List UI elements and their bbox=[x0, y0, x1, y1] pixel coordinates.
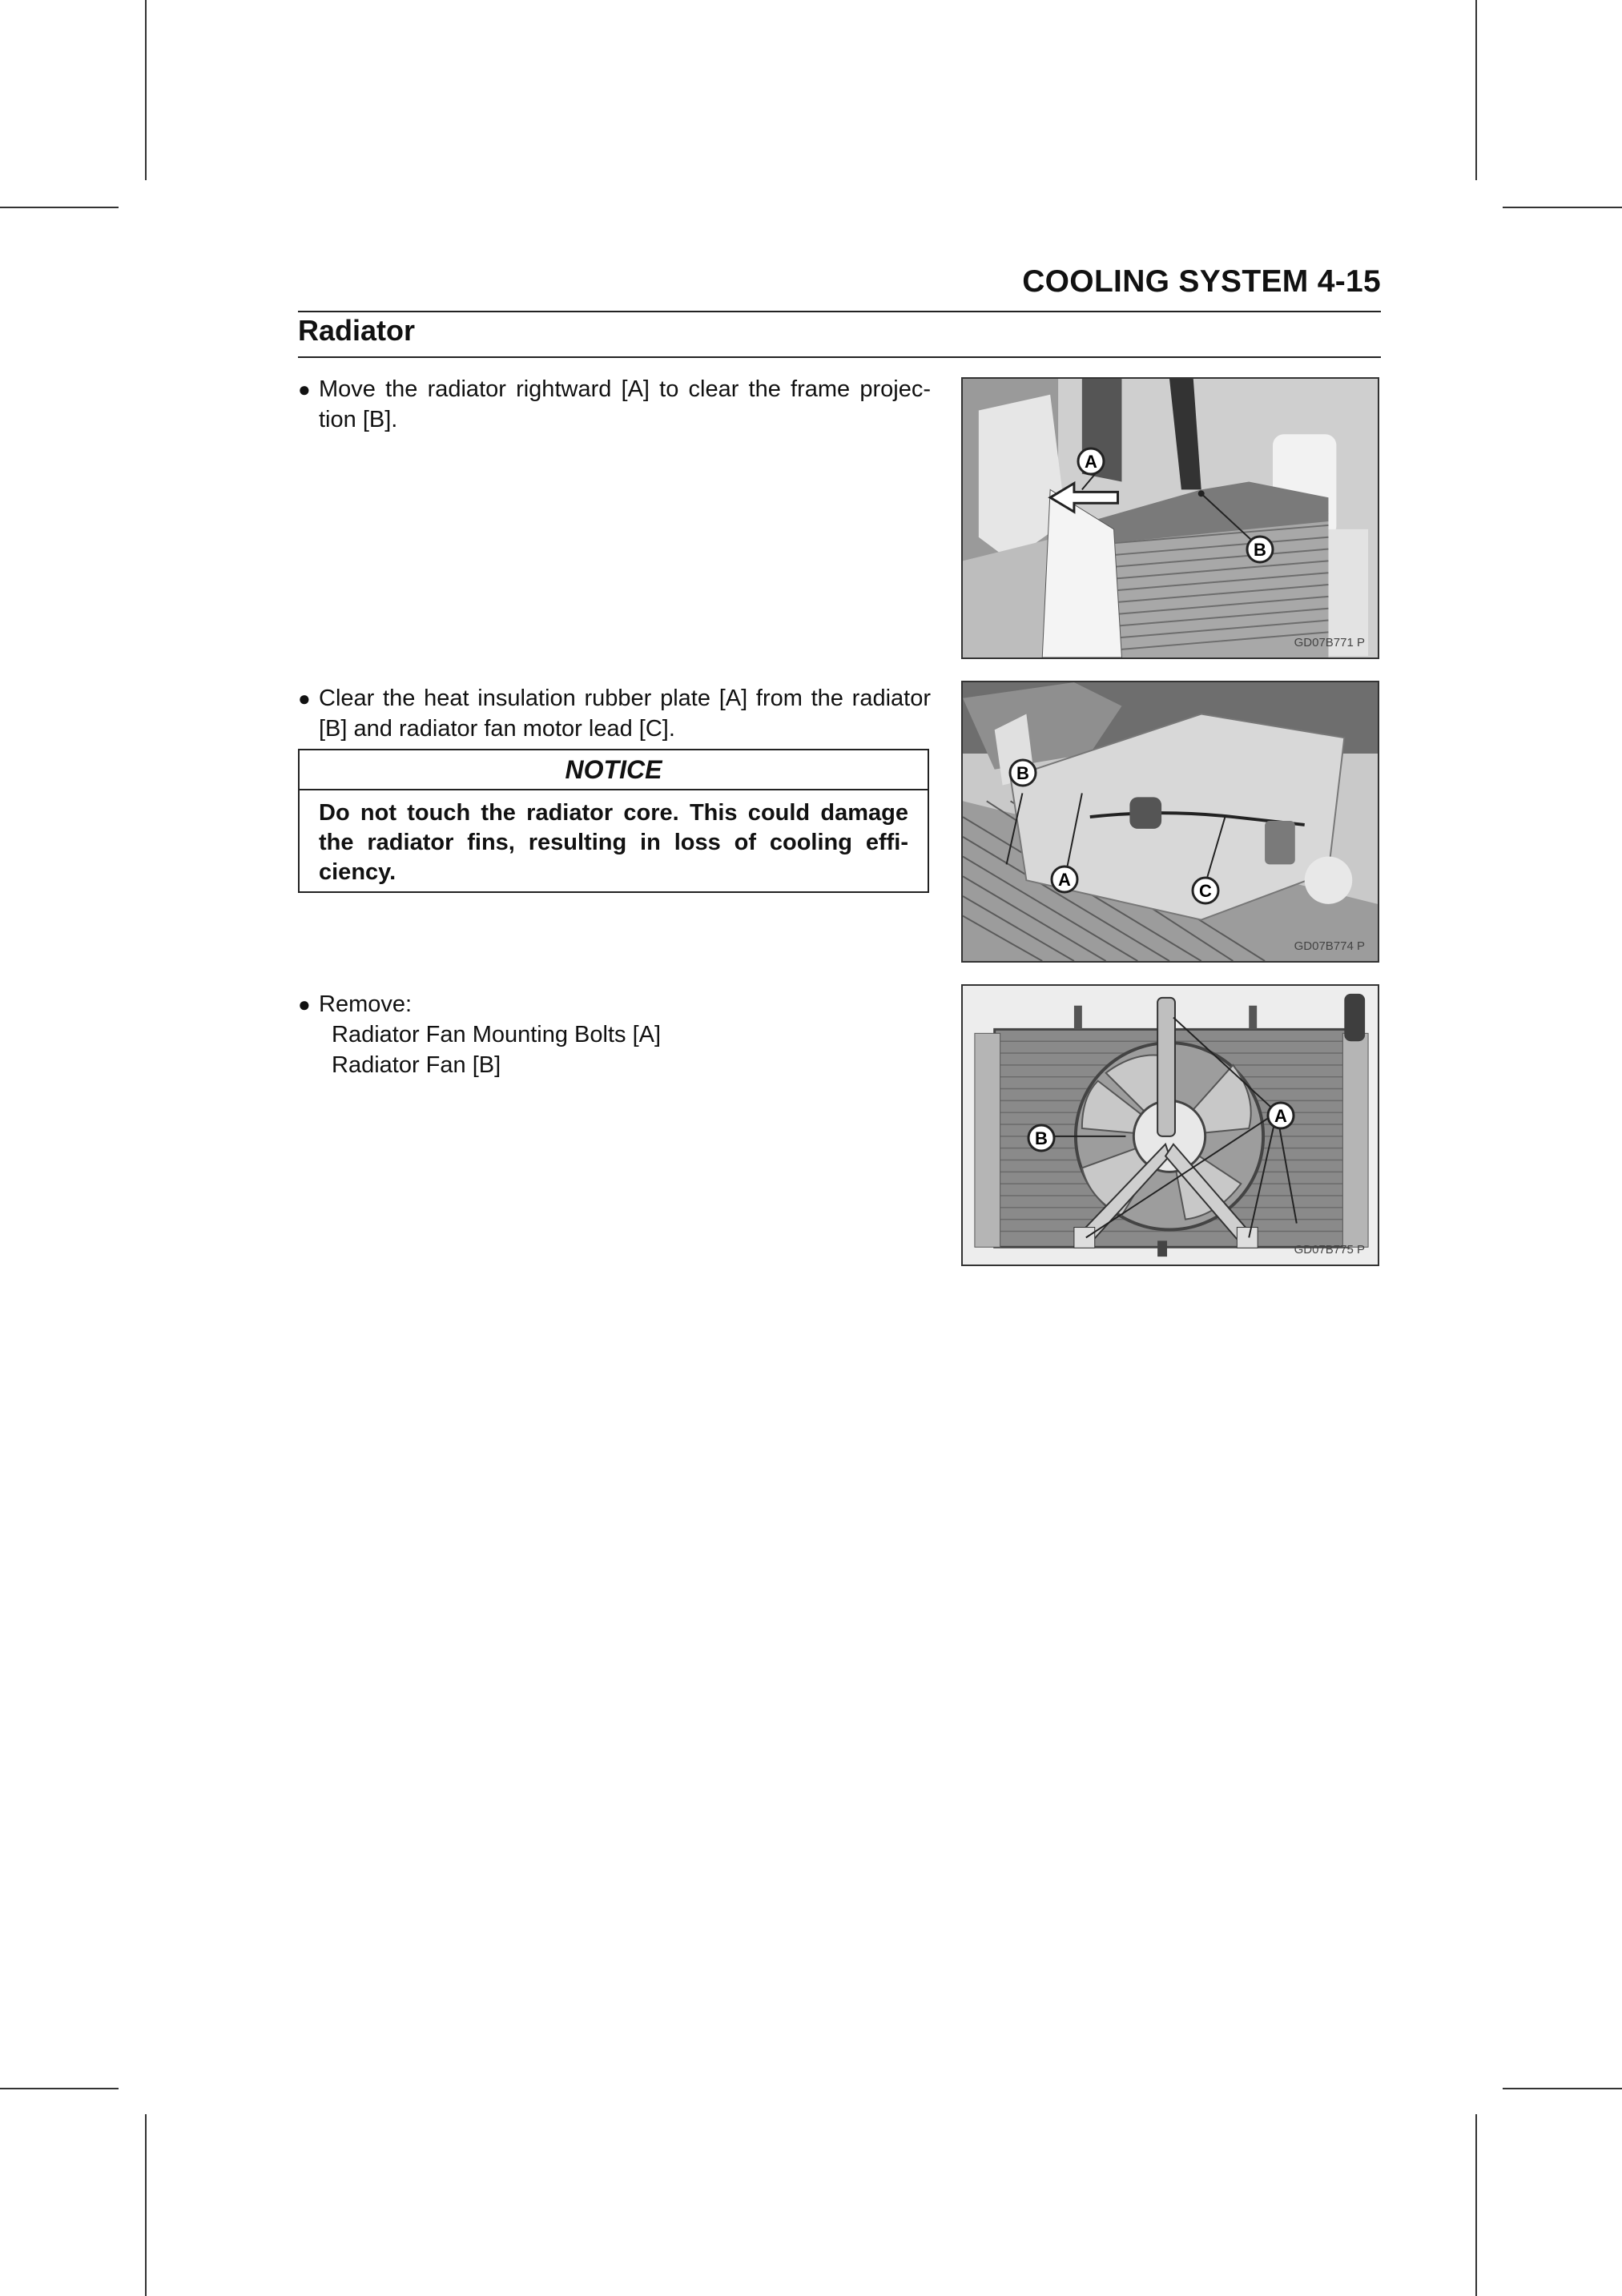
page-header: COOLING SYSTEM 4-15 bbox=[1022, 264, 1381, 299]
crop-mark-top-left-vertical bbox=[145, 0, 147, 180]
callout-a-marker bbox=[1052, 867, 1077, 892]
crop-mark-bottom-left-horizontal bbox=[0, 2088, 119, 2089]
removal-item: Radiator Fan Mounting Bolts [A] bbox=[332, 1022, 662, 1047]
callout-a-marker bbox=[1078, 448, 1104, 474]
header-rule bbox=[298, 311, 1381, 312]
figure-1-callouts bbox=[963, 379, 1378, 657]
crop-mark-top-right-vertical bbox=[1475, 0, 1477, 180]
crop-mark-top-left-horizontal bbox=[0, 207, 119, 208]
section-title: Radiator bbox=[298, 314, 416, 347]
svg-text:C: C bbox=[1199, 881, 1212, 901]
section-rule bbox=[298, 356, 1381, 358]
bullet: ● bbox=[298, 377, 311, 401]
crop-mark-bottom-left-vertical bbox=[145, 2114, 147, 2296]
callout-b-marker bbox=[1028, 1125, 1054, 1151]
svg-text:B: B bbox=[1016, 763, 1029, 783]
svg-text:A: A bbox=[1274, 1106, 1287, 1126]
step-3 bbox=[298, 989, 931, 1080]
crop-mark-bottom-right-horizontal bbox=[1503, 2088, 1622, 2089]
figure-heat-insulation-plate bbox=[961, 681, 1379, 963]
callout-b-marker bbox=[1010, 760, 1036, 786]
step-1 bbox=[298, 374, 931, 435]
svg-text:A: A bbox=[1085, 452, 1097, 472]
svg-text:B: B bbox=[1035, 1128, 1048, 1148]
step-text: Remove: bbox=[319, 991, 413, 1017]
callout-a-marker bbox=[1268, 1103, 1294, 1128]
figure-radiator-fan bbox=[961, 984, 1379, 1266]
callout-b-marker bbox=[1247, 537, 1273, 562]
figure-code: GD07B771 P bbox=[1294, 636, 1365, 649]
step-text: Move the radiator rightward [A] to clear the frame projec-tion [B]. bbox=[319, 376, 931, 432]
figure-radiator-move bbox=[961, 377, 1379, 659]
callout-c-marker bbox=[1193, 878, 1218, 903]
step-text: Clear the heat insulation rubber plate [A] from the radiator [B] and radiator fan motor lead [C]. bbox=[319, 686, 931, 742]
figure-code: GD07B775 P bbox=[1294, 1243, 1365, 1257]
notice-box bbox=[298, 749, 929, 893]
bullet: ● bbox=[298, 686, 311, 710]
figure-2-callouts bbox=[963, 682, 1378, 961]
figure-3-callouts bbox=[963, 986, 1378, 1265]
figure-code: GD07B774 P bbox=[1294, 939, 1365, 953]
bullet: ● bbox=[298, 992, 311, 1016]
svg-text:B: B bbox=[1254, 540, 1266, 560]
crop-mark-top-right-horizontal bbox=[1503, 207, 1622, 208]
crop-mark-bottom-right-vertical bbox=[1475, 2114, 1477, 2296]
removal-item: Radiator Fan [B] bbox=[332, 1052, 501, 1078]
svg-text:A: A bbox=[1058, 870, 1071, 890]
notice-text: Do not touch the radiator core. This could damage the radiator fins, resulting in loss of cooling effi-ciency. bbox=[319, 800, 908, 885]
step-2 bbox=[298, 683, 931, 744]
notice-title: NOTICE bbox=[300, 750, 928, 790]
